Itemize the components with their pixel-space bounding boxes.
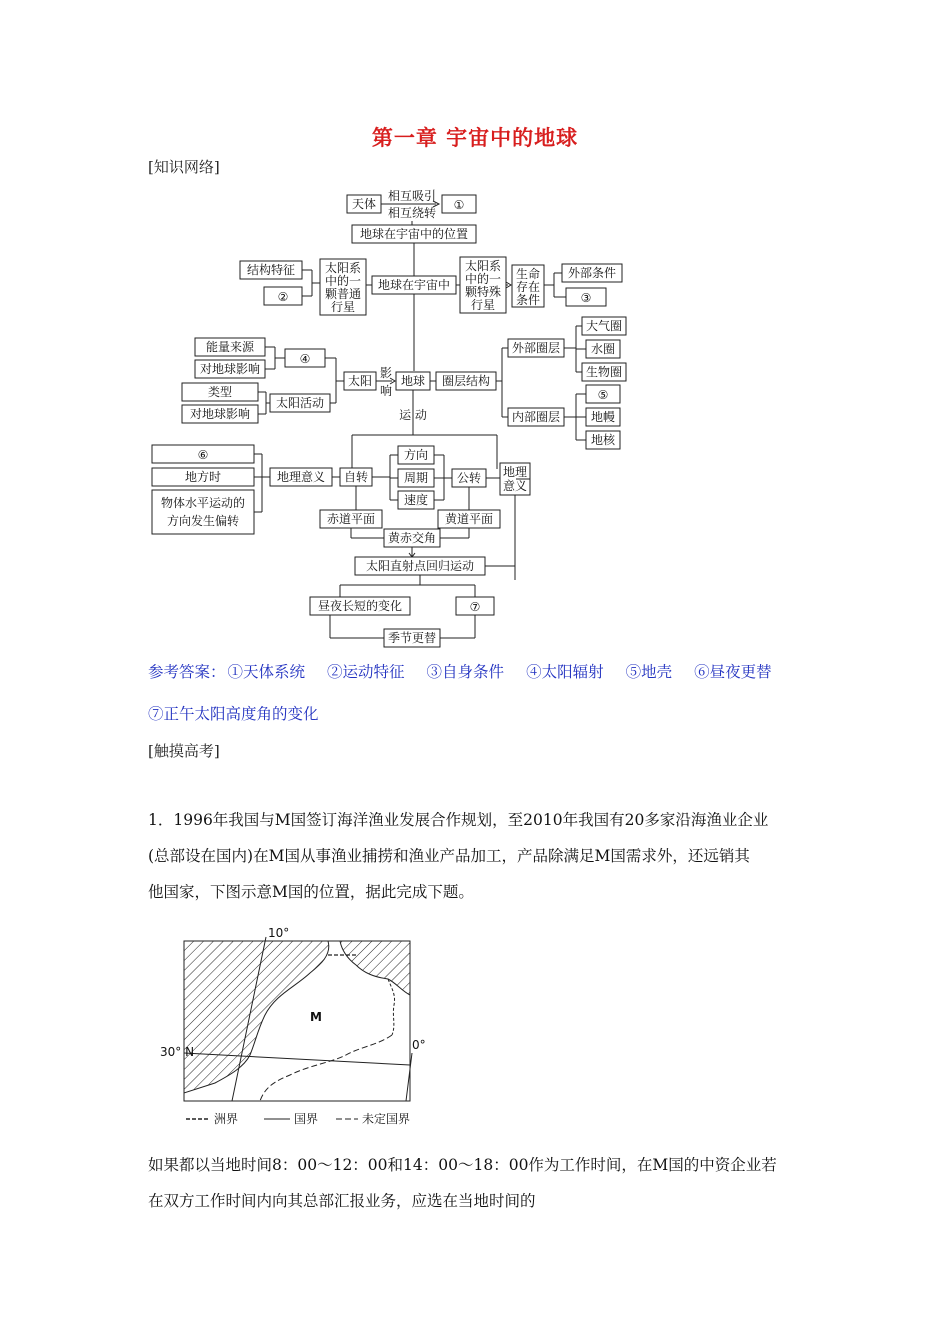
legend-guojie: 国界 (294, 1112, 319, 1126)
text-tianti: 天体 (351, 197, 377, 211)
text-blank-2: ② (277, 290, 289, 304)
text-zizhuan: 自转 (343, 470, 369, 484)
text-special-3: 颗特殊 (464, 285, 502, 299)
text-jijie-gengti: 季节更替 (387, 631, 437, 645)
text-dui-yingxiang-2: 对地球影响 (189, 407, 251, 421)
answer-4: ④太阳辐射 (526, 663, 604, 681)
text-xiang: 响 (379, 384, 393, 398)
text-yundong: 运 动 (399, 408, 427, 422)
text-huangdao-pingmian: 黄道平面 (444, 512, 494, 526)
text-special-1: 太阳系 (464, 259, 502, 273)
text-diqiu: 地球 (400, 374, 426, 388)
answer-3: ③自身条件 (426, 663, 505, 681)
text-huangchi-jiaojiao: 黄赤交角 (387, 531, 437, 545)
text-dili-yiyi: 地理意义 (276, 470, 326, 484)
after-line-2: 在双方工作时间内向其总部汇报业务，应选在当地时间的 (148, 1192, 536, 1210)
text-special-2: 中的一 (464, 272, 502, 286)
text-daqi: 大气圈 (585, 319, 623, 333)
text-center: 地球在宇宙中 (377, 278, 451, 292)
text-shui: 水圈 (590, 342, 616, 356)
text-blank-5: ⑤ (597, 388, 609, 402)
text-dui-yingxiang-1: 对地球影响 (199, 362, 261, 376)
answers-lead: 参考答案： (148, 663, 226, 681)
text-blank-6: ⑥ (197, 448, 209, 462)
label-30n: 30° N (160, 1045, 195, 1059)
text-xianghu-xiyin: 相互吸引 (387, 189, 437, 203)
answer-2: ②运动特征 (327, 663, 405, 681)
text-leixing: 类型 (207, 385, 233, 399)
text-quanceng-jiegou: 圈层结构 (441, 374, 491, 388)
question-continuation (148, 1147, 813, 1219)
text-chidao-pingmian: 赤道平面 (326, 512, 376, 526)
text-dili-yiyi-2b: 意义 (502, 479, 528, 493)
text-taiyang: 太阳 (347, 374, 373, 388)
question-line-3: 他国家，下图示意M国的位置，据此完成下题。 (148, 883, 474, 901)
text-dili-yiyi-2a: 地理 (502, 465, 528, 479)
text-life-3: 条件 (515, 293, 541, 307)
question-text (148, 802, 813, 910)
text-ordinary-3: 颗普通 (324, 287, 362, 301)
label-0: 0° (412, 1038, 426, 1052)
text-position: 地球在宇宙中的位置 (359, 227, 469, 241)
text-zhouye-changduan: 昼夜长短的变化 (317, 599, 403, 613)
text-blank-7: ⑦ (469, 600, 481, 614)
text-blank-4: ④ (299, 352, 311, 366)
label-10: 10° (268, 926, 290, 940)
text-waibu-quanceng: 外部圈层 (511, 341, 561, 355)
text-dihe: 地核 (590, 433, 616, 447)
section-exam: [触摸高考] (148, 742, 220, 760)
text-zhishe-dian: 太阳直射点回归运动 (365, 559, 475, 573)
text-shengwu: 生物圈 (585, 365, 623, 379)
section-knowledge-network: [知识网络] (148, 158, 220, 176)
text-ordinary-4: 行星 (330, 300, 356, 314)
text-gongzhuan: 公转 (456, 471, 482, 485)
text-ying: 影 (379, 366, 393, 380)
text-jiegou-tezheng: 结构特征 (246, 263, 296, 277)
text-ordinary-1: 太阳系 (324, 261, 362, 275)
after-line-1: 如果都以当地时间8：00～12：00和14：00～18：00作为工作时间，在M国的中资企业若 (148, 1156, 777, 1174)
reference-answers (148, 660, 794, 682)
text-ordinary-2: 中的一 (324, 274, 362, 288)
text-special-4: 行星 (470, 298, 496, 312)
text-blank-1: ① (453, 198, 465, 212)
text-nengliang: 能量来源 (205, 340, 255, 354)
text-xianghu-raozhuan: 相互绕转 (387, 206, 437, 220)
text-fangxiang: 方向 (403, 448, 429, 462)
legend-weiding: 未定国界 (362, 1112, 411, 1126)
text-difang-shi: 地方时 (184, 470, 222, 484)
country-m-map (160, 925, 430, 1130)
text-deflection-2: 方向发生偏转 (166, 514, 240, 528)
label-country-m: M (310, 1010, 322, 1024)
text-diman: 地幔 (590, 410, 616, 424)
text-blank-3: ③ (580, 291, 592, 305)
answer-7: ⑦正午太阳高度角的变化 (148, 705, 319, 723)
answer-1: ①天体系统 (227, 663, 306, 681)
text-waibu-tiaojian: 外部条件 (567, 266, 617, 280)
text-zhouqi: 周期 (403, 471, 429, 485)
answer-5: ⑤地壳 (625, 663, 673, 681)
knowledge-network-diagram (140, 185, 660, 655)
text-life-1: 生命 (515, 267, 541, 281)
text-neibu-quanceng: 内部圈层 (511, 410, 561, 424)
question-line-2: (总部设在国内)在M国从事渔业捕捞和渔业产品加工，产品除满足M国需求外，还远销其 (148, 847, 750, 865)
page-title: 第一章 宇宙中的地球 (371, 125, 579, 150)
question-line-1: 1．1996年我国与M国签订海洋渔业发展合作规划，至2010年我国有20多家沿海渔业企业 (148, 811, 769, 829)
text-taiyang-huodong: 太阳活动 (275, 396, 325, 410)
answer-6: ⑥昼夜更替 (694, 663, 772, 681)
text-sudu: 速度 (403, 493, 429, 507)
text-deflection-1: 物体水平运动的 (160, 496, 246, 510)
text-life-2: 存在 (515, 280, 541, 294)
legend-zhoujie: 洲界 (214, 1112, 239, 1126)
